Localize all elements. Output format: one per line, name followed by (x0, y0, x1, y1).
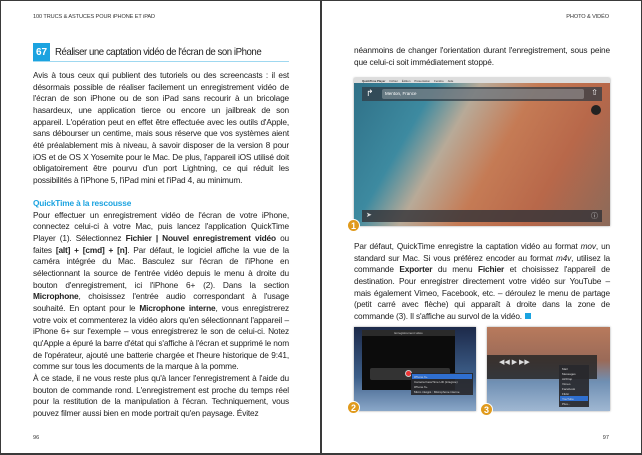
menu-item[interactable]: Fenêtre (434, 78, 444, 83)
figure-3-share-menu (487, 327, 610, 411)
figure-2-recording-window (354, 327, 476, 411)
menu-item[interactable]: Flickr (562, 392, 570, 396)
location-icon[interactable]: ➤ (366, 212, 372, 219)
menu-item[interactable]: Fichier (389, 78, 398, 83)
left-page (1, 1, 320, 453)
intro-paragraph: Avis à tous ceux qui publient des tutoriels ou des screencasts : il est désormais possible de réaliser facilement un enregistrement vidéo de l'écran de son iPhone ou de son iPad sans recourir à un bricolage hasardeux, une application tierce ou encore un jailbreak de son appareil. L'opération peut en effet être effectuée avec les outils d'Apple, sans débourser un centime, mais sous réserve que vos systèmes aient été préalablement mis à niveau, à savoir disposer de la version 8 pour iOS et de OS X Yosemite pour le Mac. De plus, l'appareil iOS utilisé doit obligatoirement être pourvu d'un port Lightning, ce qui réduit les possibilités à l'iPhone 5, l'iPad mini et l'iPad 4, au minimum. (33, 70, 289, 185)
text: Par défaut, QuickTime enregistre la captation vidéo au format (354, 241, 581, 251)
paragraph (33, 210, 289, 373)
search-input[interactable]: Menton, France (382, 89, 584, 99)
window-title: Enregistrement vidéo (362, 330, 455, 336)
compass-icon[interactable] (591, 105, 601, 115)
info-icon[interactable]: ⓘ (591, 213, 598, 220)
figure-badge: 2 (347, 401, 360, 414)
paragraph (354, 241, 610, 323)
text: , vous enregistrerez votre voix et commenterez la vidéo alors qu'en sélectionnant l'appareil – iPhone 6+ sur l'exemple – vous enregistrerez le son de celui-ci. Notez qu'Apple a épuré la barre d'état qui s'affiche à l'écran et supprimé le nom de l'opérateur, ajouté une batterie chargée et l'heure historique de 9:41, comme sur tous les documents de la marque à la pomme. (33, 303, 289, 372)
text: et choisissez l'appareil de destination. Pour enregistrer directement votre vidéo sur YouTube – mais également Vimeo, Facebook, etc. – déroulez le menu de partage (petit carré avec flèche) qui apparaît à droite dans la zone de commande (3). Il s'affiche au survol de la vidéo. (354, 264, 610, 321)
menu-item[interactable]: Mail (562, 367, 568, 371)
text: , utilisez la commande (354, 252, 610, 275)
term: Fichier (477, 264, 505, 275)
text: Pour effectuer un enregistrement vidéo de l'écran de votre iPhone, connectez celui-ci à votre Mac, puis lancez l'application QuickTime Player (1). Sélectionnez (33, 209, 289, 244)
menu-item[interactable]: Édition (401, 78, 411, 83)
text: . Par défaut, le logiciel affiche la vue de la caméra intégrée du Mac. Basculez sur l'écran de l'iPhone en sélectionnant la source de l'entrée vidéo depuis le menu à droite du bouton d'enregistrement, ici l'iPhone 6+ (2). Dans la section (33, 244, 289, 290)
maps-toolbar (362, 87, 602, 101)
menu-item[interactable]: Aide (447, 78, 454, 83)
format: m4v (555, 252, 572, 263)
menu-item[interactable]: Présentation (414, 78, 431, 83)
paragraph: néanmoins de changer l'orientation durant l'enregistrement, sous peine que celui-ci soit immédiatement stoppé. (354, 45, 610, 67)
tip-number: 67 (33, 43, 50, 61)
page-number: 96 (33, 435, 40, 441)
figure-badge: 3 (480, 403, 493, 416)
menu-item[interactable]: YouTube (560, 396, 588, 401)
running-head: 100 TRUCS & ASTUCES POUR iPHONE ET iPAD (33, 14, 155, 20)
source-menu (411, 373, 473, 395)
text: , un standard sur Mac. Si vous préférez encoder au format (354, 241, 610, 263)
figure-badge: 1 (347, 219, 360, 232)
menu-path: Fichier | Nouvel enregistrement vidéo (125, 233, 276, 244)
menu-item[interactable]: Vimeo (562, 382, 571, 386)
text: ou faites (33, 233, 289, 255)
menu-app[interactable]: QuickTime Player (362, 78, 386, 83)
subheading: QuickTime à la rescousse (33, 198, 132, 209)
share-menu (559, 365, 589, 407)
menu-item[interactable]: iPhone 6+ (414, 385, 428, 389)
term: Microphone interne (139, 303, 216, 314)
page-number: 97 (602, 435, 609, 441)
term: Microphone (33, 291, 79, 302)
figure-1-maps-screenshot (354, 78, 610, 226)
maps-bottom-bar (362, 210, 602, 222)
format: mov (580, 241, 596, 251)
text: du menu (432, 264, 478, 275)
menu-item[interactable]: Plus... (562, 402, 571, 406)
menu-item[interactable]: Facebook (562, 387, 576, 391)
menu-item[interactable]: iPhone 6+ (412, 374, 472, 379)
tip-title-bar (33, 43, 289, 62)
share-icon[interactable]: ⇧ (591, 88, 598, 97)
shortcut: [alt] + [cmd] + [n] (55, 244, 128, 255)
menu-item[interactable]: Messages (562, 372, 576, 376)
paragraph: À ce stade, il ne vous reste plus qu'à lancer l'enregistrement à l'aide du bouton de commande rond. L'enregistrement est proche du temps réel pour la restitution de la manipulation à l'écran. Techniquement, vous pouvez filmer aussi bien en mode portrait qu'en paysage. Évitez (33, 373, 289, 418)
menubar (354, 78, 610, 83)
term: Exporter (399, 264, 433, 275)
tip-title: Réaliser une captation vidéo de l'écran de son iPhone (55, 46, 262, 58)
text: , choisissez l'entrée audio correspondant à l'usage souhaité. En optant pour le (33, 291, 289, 314)
body-text (33, 70, 289, 420)
play-icon[interactable]: ◀◀ ▶ ▶▶ (499, 359, 530, 366)
running-head: PHOTO & VIDÉO (566, 14, 609, 20)
menu-item[interactable]: Caméra FaceTime HD (intégrée) (414, 380, 458, 384)
directions-icon[interactable]: ↱ (366, 88, 374, 98)
menu-item[interactable]: Micro intégré : Microphone interne (414, 390, 460, 394)
right-page (322, 1, 641, 453)
menu-item[interactable]: AirDrop (562, 377, 573, 381)
end-mark (525, 313, 531, 319)
